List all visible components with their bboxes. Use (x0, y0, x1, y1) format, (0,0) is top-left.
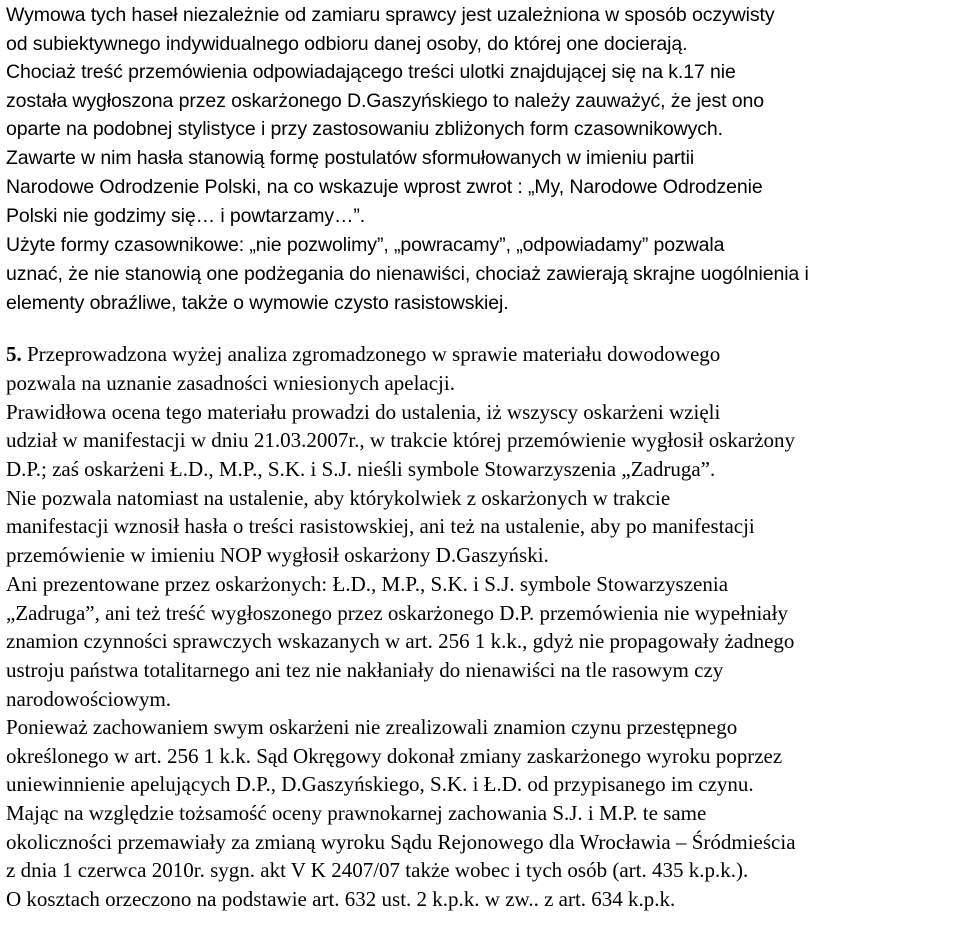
text-line: Chociaż treść przemówienia odpowiadającego treści ulotki znajdującej się na k.17 nie (6, 61, 736, 83)
text-line: określonego w art. 256 1 k.k. Sąd Okręgowy dokonał zmiany zaskarżonego wyroku poprzez (6, 744, 783, 768)
text-line: Ponieważ zachowaniem swym oskarżeni nie zrealizowali znamion czynu przestępnego (6, 715, 738, 739)
text-line: oparte na podobnej stylistyce i przy zastosowaniu zbliżonych form czasownikowych. (6, 118, 723, 140)
section-first-line-text: Przeprowadzona wyżej analiza zgromadzonego w sprawie materiału dowodowego (21, 342, 721, 366)
text-line: okoliczności przemawiały za zmianą wyroku Sądu Rejonowego dla Wrocławia – Śródmieścia (6, 830, 796, 854)
text-line: D.P.; zaś oskarżeni Ł.D., M.P., S.K. i S.J. nieśli symbole Stowarzyszenia „Zadruga”. (6, 457, 716, 481)
text-line: Mając na względzie tożsamość oceny prawnokarnej zachowania S.J. i M.P. te same (6, 801, 707, 825)
text-line: Polski nie godzimy się… i powtarzamy…”. (6, 205, 366, 227)
text-line: elementy obraźliwe, także o wymowie czysto rasistowskiej. (6, 292, 509, 314)
text-line: uznać, że nie stanowią one podżegania do nienawiści, chociaż zawierają skrajne uogólnienia i (6, 263, 809, 285)
text-line: Nie pozwala natomiast na ustalenie, aby którykolwiek z oskarżonych w trakcie (6, 486, 671, 510)
text-line: od subiektywnego indywidualnego odbioru danej osoby, do której one docierają. (6, 33, 688, 55)
section-5-heading-line (6, 342, 720, 367)
text-line: Użyte formy czasownikowe: „nie pozwolimy”, „powracamy”, „odpowiadamy” pozwala (6, 234, 725, 256)
text-line: pozwala na uznanie zasadności wniesionych apelacji. (6, 371, 455, 395)
text-line: Ani prezentowane przez oskarżonych: Ł.D., M.P., S.K. i S.J. symbole Stowarzyszenia (6, 572, 729, 596)
text-line: narodowościowym. (6, 687, 172, 711)
text-line: uniewinnienie apelujących D.P., D.Gaszyńskiego, S.K. i Ł.D. od przypisanego im czynu. (6, 772, 754, 796)
text-line: Wymowa tych haseł niezależnie od zamiaru sprawcy jest uzależniona w sposób oczywisty (6, 4, 775, 26)
text-line: z dnia 1 czerwca 2010r. sygn. akt V K 2407/07 także wobec i tych osób (art. 435 k.p.k.). (6, 858, 749, 882)
text-line: ustroju państwa totalitarnego ani tez nie nakłaniały do nienawiści na tle rasowym czy (6, 658, 724, 682)
text-line: została wygłoszona przez oskarżonego D.Gaszyńskiego to należy zauważyć, że jest ono (6, 90, 765, 112)
text-line: Prawidłowa ocena tego materiału prowadzi do ustalenia, iż wszyscy oskarżeni wzięli (6, 400, 721, 424)
text-line: manifestacji wznosił hasła o treści rasistowskiej, ani też na ustalenie, aby po manifestacji (6, 514, 755, 538)
text-line: Narodowe Odrodzenie Polski, na co wskazuje wprost zwrot : „My, Narodowe Odrodzenie (6, 176, 763, 198)
text-line: znamion czynności sprawczych wskazanych w art. 256 1 k.k., gdyż nie propagowały żadnego (6, 629, 795, 653)
text-line: przemówienie w imieniu NOP wygłosił oskarżony D.Gaszyński. (6, 543, 549, 567)
text-line: Zawarte w nim hasła stanowią formę postulatów sformułowanych w imieniu partii (6, 147, 695, 169)
text-line: „Zadruga”, ani też treść wygłoszonego przez oskarżonego D.P. przemówienia nie wypełniały (6, 601, 788, 625)
section-number: 5. (6, 342, 22, 366)
text-line: udział w manifestacji w dniu 21.03.2007r., w trakcie której przemówienie wygłosił oskarżony (6, 428, 796, 452)
text-line: O kosztach orzeczono na podstawie art. 632 ust. 2 k.p.k. w zw.. z art. 634 k.p.k. (6, 887, 676, 911)
